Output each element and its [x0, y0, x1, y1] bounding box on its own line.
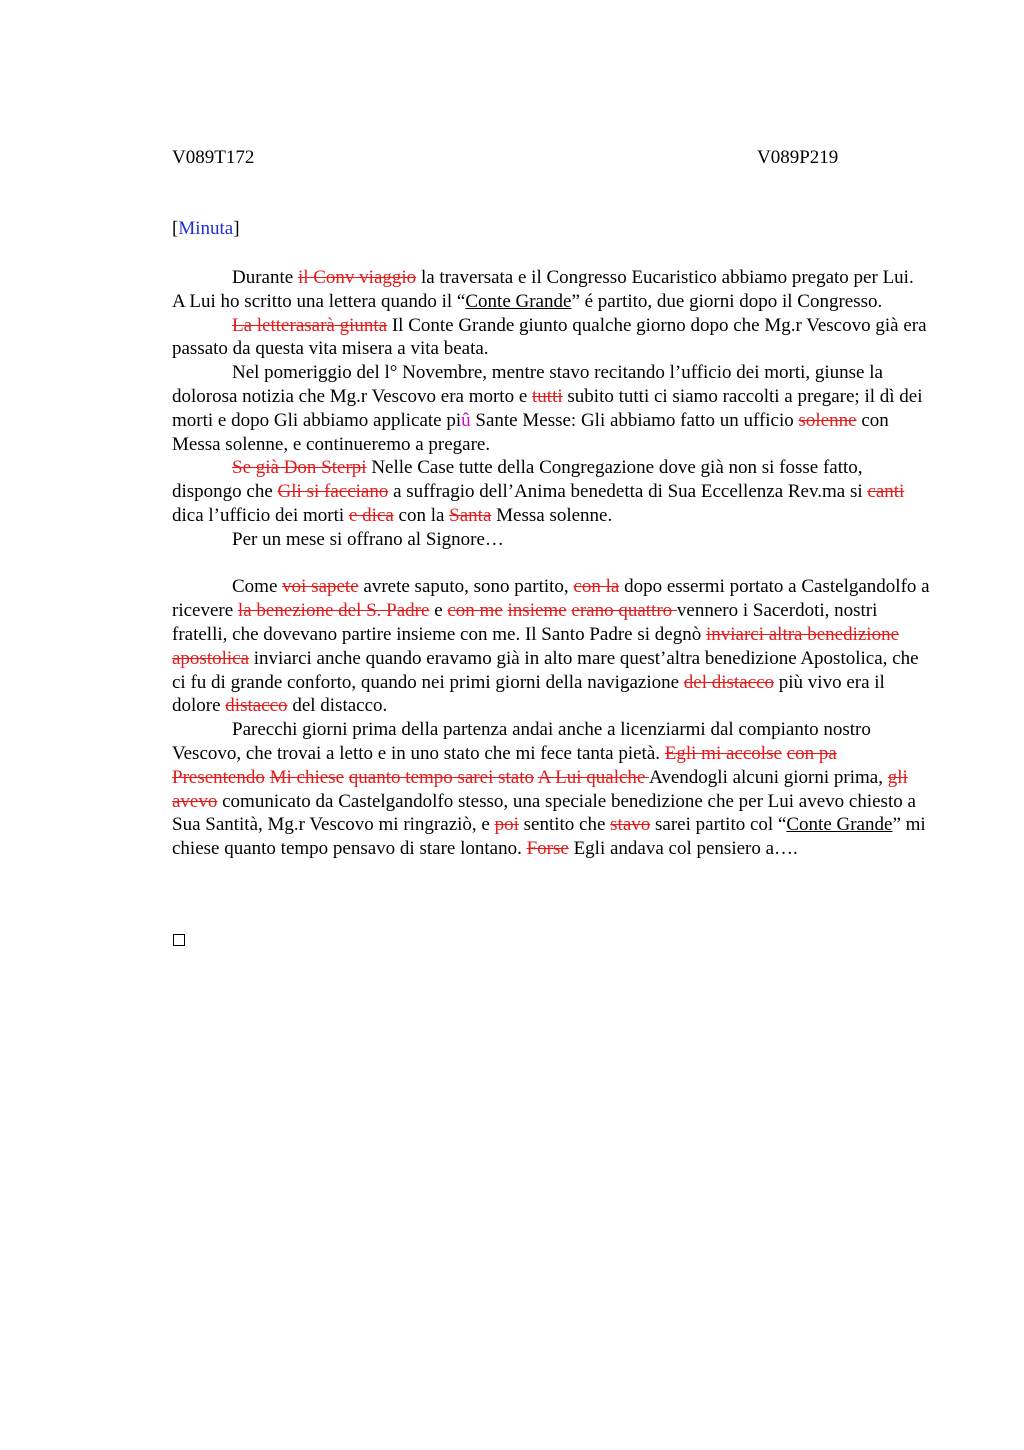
text-segment: e [429, 600, 448, 622]
paragraph [172, 314, 930, 362]
deleted-text: Egli mi accolse [664, 742, 782, 764]
paragraph [172, 718, 930, 861]
text-segment: dopo essermi portato a Castelgandolfo a ricevere [172, 576, 930, 622]
text-segment: inviarci anche quando eravamo già in alto mare quest’altra benedizione Apostolica, che ci fu di grande conforto, quando nei primi giorni della navigazione [172, 647, 919, 693]
deleted-text: Santa [449, 504, 492, 526]
deleted-text: insieme [507, 600, 567, 622]
inserted-char: û [461, 409, 471, 431]
underlined-text: Conte Grande [465, 290, 572, 312]
minuta-open-bracket: [ [172, 218, 179, 239]
letter-body [172, 266, 930, 861]
deleted-text: con la [573, 576, 620, 598]
text-segment: ” é partito, due giorni dopo il Congresso. [571, 290, 883, 312]
deleted-text: poi [494, 814, 519, 836]
deleted-text: canti [867, 481, 905, 503]
deleted-text: voi sapete [282, 576, 359, 598]
deleted-text: erano quattro [571, 600, 677, 622]
deleted-text: distacco [225, 695, 288, 717]
deleted-text: con me [447, 600, 503, 622]
text-segment: subito tutti ci siamo raccolti a pregare; il dì dei morti e dopo Gli abbiamo applicate pi [172, 385, 923, 431]
deleted-text: La letterasarà giunta [232, 314, 388, 336]
deleted-text: inviarci altra benedizione apostolica [172, 623, 900, 669]
paragraph [172, 266, 930, 314]
text-segment: dica l’ufficio dei morti [172, 504, 349, 526]
deleted-text: il Conv viaggio [297, 267, 417, 288]
deleted-text: solenne [798, 409, 857, 431]
deleted-text: Mi chiese [269, 766, 345, 788]
paragraph [172, 575, 930, 718]
deleted-text: del distacco [683, 671, 775, 693]
text-segment: Egli andava col pensiero a…. [568, 838, 798, 860]
text-segment: Per un mese si offrano al Signore… [232, 528, 504, 550]
text-segment: vennero i Sacerdoti, nostri fratelli, che dovevano partire insieme con me. Il Santo Padre si degnò [172, 600, 878, 645]
deleted-text: e dica [348, 504, 394, 526]
paragraph [172, 361, 930, 456]
checkbox-icon [173, 934, 185, 946]
deleted-text: gli avevo [172, 766, 908, 812]
document-code-left: V089T172 [172, 147, 255, 168]
text-segment: avrete saputo, sono partito, [358, 576, 574, 598]
text-segment: Durante [232, 267, 298, 288]
deleted-text: tutti [532, 385, 563, 407]
document-code-right: V089P219 [757, 147, 839, 168]
minuta-word: Minuta [178, 218, 234, 239]
deleted-text: con pa [786, 742, 837, 764]
paragraph [172, 456, 930, 527]
text-segment: con Messa solenne, e continueremo a pregare. [172, 409, 889, 455]
text-segment: ” mi chiese quanto tempo pensavo di stare lontano. [172, 814, 926, 860]
text-segment: Nel pomeriggio del l° Novembre, mentre stavo recitando l’ufficio dei morti, giunse la dolorosa notizia che Mg.r Vescovo era morto e [172, 362, 883, 407]
deleted-text: Presentendo [172, 766, 265, 788]
text-segment: Parecchi giorni prima della partenza andai anche a licenziarmi dal compianto nostro Vescovo, che trovai a letto e in uno stato che mi fece tanta pietà. [172, 719, 871, 764]
text-segment: Sante Messe: Gli abbiamo fatto un ufficio [470, 409, 799, 431]
text-segment: del distacco. [287, 695, 388, 717]
paragraph-gap [172, 552, 930, 576]
minuta-label [172, 218, 240, 240]
text-segment: Come [232, 576, 283, 598]
deleted-text: quanto tempo sarei stato [348, 766, 534, 788]
deleted-text: la benezione del S. Padre [237, 600, 430, 622]
deleted-text: Se già Don Sterpi [232, 457, 367, 479]
text-segment: Il Conte Grande giunto qualche giorno dopo che Mg.r Vescovo già era passato da questa vita misera a vita beata. [172, 314, 927, 360]
deleted-text: Gli si facciano [277, 481, 389, 503]
text-segment: Avendogli alcuni giorni prima, [649, 766, 888, 788]
text-segment: con la [393, 504, 450, 526]
deleted-text: Forse [526, 838, 569, 860]
underlined-text: Conte Grande [786, 814, 893, 836]
deleted-text: stavo [610, 814, 651, 836]
minuta-close-bracket: ] [233, 218, 240, 239]
deleted-text: A Lui qualche [537, 766, 650, 788]
text-segment: più vivo era il dolore [172, 671, 885, 717]
paragraph [172, 528, 930, 552]
text-segment: a suffragio dell’Anima benedetta di Sua Eccellenza Rev.ma si [388, 481, 868, 503]
text-segment: sarei partito col “ [650, 814, 787, 836]
text-segment: sentito che [518, 814, 611, 836]
text-segment: comunicato da Castelgandolfo stesso, una speciale benedizione che per Lui avevo chiesto a Sua Santità, Mg.r Vescovo mi ringraziò, e [172, 790, 916, 836]
text-segment: Messa solenne. [491, 504, 613, 526]
text-segment: la traversata e il Congresso Eucaristico abbiamo pregato per Lui. A Lui ho scritto una lettera quando il “ [172, 267, 914, 312]
text-segment: Nelle Case tutte della Congregazione dove già non si fosse fatto, dispongo che [172, 457, 863, 503]
